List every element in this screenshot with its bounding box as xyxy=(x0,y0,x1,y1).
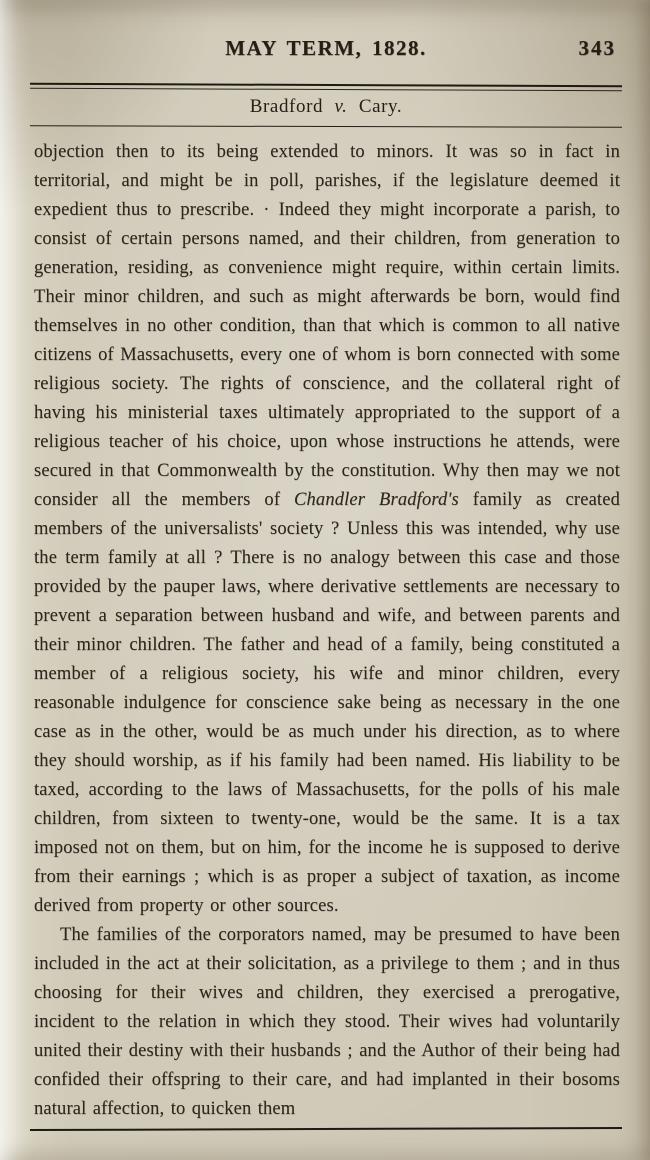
title-rule xyxy=(30,125,622,128)
case-versus: v. xyxy=(334,96,348,117)
paragraph-2-text: The families of the corporators named, may be presumed to have been included in the act at their solicitation, as a privilege to them ; and in thus choosing for their wives and children, they exercised a prerogative, incident to the relation in which they stood. Their wives had voluntarily united their destiny with their husbands ; and the Author of their being had confided their offspring to their care, and had implanted in their bosoms natural affection, to quicken them xyxy=(34,925,620,1119)
bottom-rule xyxy=(30,1127,622,1131)
rule-thin xyxy=(30,88,622,92)
term-heading: MAY TERM, 1828. xyxy=(225,36,427,60)
page-header xyxy=(30,36,622,64)
paragraph-1 xyxy=(34,138,620,921)
paragraph-2 xyxy=(34,921,620,1124)
opinion-text xyxy=(34,138,620,1124)
rule-thick xyxy=(30,83,622,88)
page-number: 343 xyxy=(578,36,616,60)
case-defendant: Cary. xyxy=(358,96,403,117)
double-rule xyxy=(30,83,622,92)
case-name-italic: Chandler Bradford's xyxy=(294,490,459,510)
case-title xyxy=(30,96,622,118)
case-plaintiff: Bradford xyxy=(249,96,324,117)
paragraph-1-text-b: family as created members of the universalists' society ? Unless this was intended, why use the term family at all ? There is no analogy between this case and those provided by the pauper laws, where derivative settlements are necessary to prevent a separation between husband and wife, and between parents and their minor children. The father and head of a family, being constituted a member of a religious society, his wife and minor children, every reasonable indulgence for conscience sake being as necessary in the one case as in the other, would be as much under his direction, as to where they should worship, as if his family had been named. His liability to be taxed, according to the laws of Massachusetts, for the polls of his male children, from sixteen to twenty-one, would be the same. It is a tax imposed not on them, but on him, for the income he is supposed to derive from their earnings ; which is as proper a subject of taxation, as income derived from property or other sources. xyxy=(34,490,620,916)
paragraph-1-text-a: objection then to its being extended to minors. It was so in fact in territorial, and might be in poll, parishes, if the legislature deemed it expedient thus to prescribe. · Indeed they might incorporate a parish, to consist of certain persons named, and their children, from generation to generation, residing, as convenience might require, within certain limits. Their minor children, and such as might afterwards be born, would find themselves in no other condition, than that which is common to all native citizens of Massachusetts, every one of whom is born connected with some religious society. The rights of conscience, and the collateral right of having his ministerial taxes ultimately appropriated to the support of a religious teacher of his choice, upon whose instructions he attends, were secured in that Commonwealth by the constitution. Why then may we not consider all the members of xyxy=(34,142,620,510)
